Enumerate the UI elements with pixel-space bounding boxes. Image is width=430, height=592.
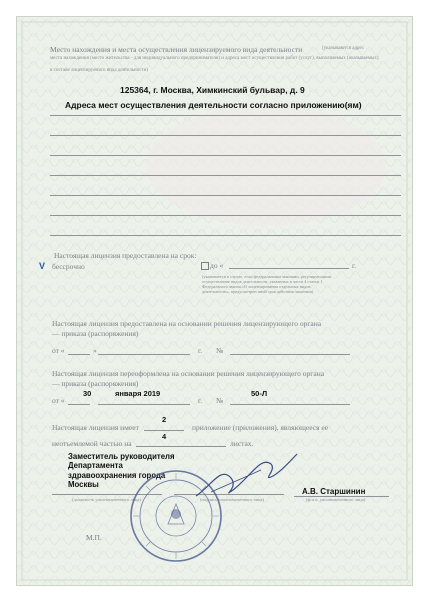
place-note-line2: места нахождения (место жительства - для индивидуального предпринимателя) и адреса мест осуществления работ (услуг), выполняемых (оказываемых) xyxy=(50,56,379,61)
address-line-7 xyxy=(50,235,401,236)
reissue-month-line xyxy=(98,404,190,405)
reissue-text: Настоящая лицензия переоформлена на основании решения лицензирующего органа xyxy=(52,369,325,378)
address-line-6 xyxy=(50,215,401,216)
address-main: 125364, г. Москва, Химкинский бульвар, д. 9 xyxy=(120,85,305,95)
address-line-5 xyxy=(50,195,401,196)
reissue-number-label: № xyxy=(216,396,224,405)
reissue-number-line xyxy=(230,404,350,405)
reissue-day: 30 xyxy=(83,389,92,398)
place-note-line3: в составе лицензируемого вида деятельности) xyxy=(50,68,149,73)
signatory-name: А.В. Старшинин xyxy=(302,487,366,496)
term-indefinite: бессрочно xyxy=(52,262,85,271)
term-until-prefix: до « xyxy=(210,261,224,270)
basis-number-label: № xyxy=(216,346,224,355)
signatory-position-line-2: Департамента xyxy=(68,461,123,471)
appendix-count: 2 xyxy=(162,415,167,424)
mp-label: М.П. xyxy=(86,533,102,542)
basis-number-line xyxy=(230,354,350,355)
appendix-count-line xyxy=(144,430,184,431)
basis-date-mid: » xyxy=(93,346,97,355)
address-line-2 xyxy=(50,135,401,136)
official-seal xyxy=(128,468,224,564)
appendix-text-a: Настоящая лицензия имеет xyxy=(52,423,139,432)
basis-date-g: г. xyxy=(198,346,203,355)
appendix-sheets: 4 xyxy=(162,432,167,441)
appendix-text-b: приложение (приложения), являющееся ее xyxy=(192,423,329,432)
signatory-position-line-3: здравоохранения города xyxy=(68,470,166,480)
place-label: Место нахождения и места осуществления лицензируемого вида деятельности xyxy=(50,45,303,54)
term-label: Настоящая лицензия предоставлена на срок: xyxy=(54,251,197,260)
signatory-position-line-1: Заместитель руководителя xyxy=(68,452,175,461)
term-check-mark: V xyxy=(39,261,46,271)
place-note-right: (указываются адрес xyxy=(322,46,365,51)
term-until-line xyxy=(229,268,349,269)
signature-note: (подпись уполномоченного лица) xyxy=(200,497,264,502)
appendix-text-d: листах. xyxy=(230,439,254,448)
reissue-month-year: января 2019 xyxy=(115,389,161,398)
address-underline xyxy=(50,115,401,116)
signatory-position-line-4: Москвы xyxy=(68,480,99,490)
position-note: (должность уполномоченного лица) xyxy=(72,497,141,502)
term-until-checkbox xyxy=(201,262,209,270)
reissue-date-prefix: от « xyxy=(52,396,65,405)
address-line-3 xyxy=(50,155,401,156)
license-sheet xyxy=(16,16,413,586)
name-note: (ф.и.о. уполномоченного лица) xyxy=(306,497,366,502)
reissue-order: — приказа (распоряжения) xyxy=(52,379,139,388)
term-note: (указывается в случае, если федеральными законами, регулирующими осуществление видов деятельности, указанных в части 4 статьи 1 Федерального закона «О лицензировании отдельных видов деятельности», предусмотрен иной срок действия лицензии) xyxy=(202,274,332,295)
addresses-note: Адреса мест осуществления деятельности согласно приложению(ям) xyxy=(65,100,362,110)
basis-day-line xyxy=(68,354,90,355)
appendix-text-c: неотъемлемой частью на xyxy=(52,439,132,448)
reissue-day-line xyxy=(68,404,90,405)
reissue-number: 50-Л xyxy=(251,389,268,398)
basis-text: Настоящая лицензия предоставлена на основании решения лицензирующего органа xyxy=(52,319,322,328)
reissue-date-g: г. xyxy=(198,396,203,405)
term-until-suffix: г. xyxy=(352,261,357,270)
address-line-4 xyxy=(50,175,401,176)
basis-month-line xyxy=(98,354,190,355)
basis-order: — приказа (распоряжения) xyxy=(52,329,139,338)
basis-date-prefix: от « xyxy=(52,346,65,355)
